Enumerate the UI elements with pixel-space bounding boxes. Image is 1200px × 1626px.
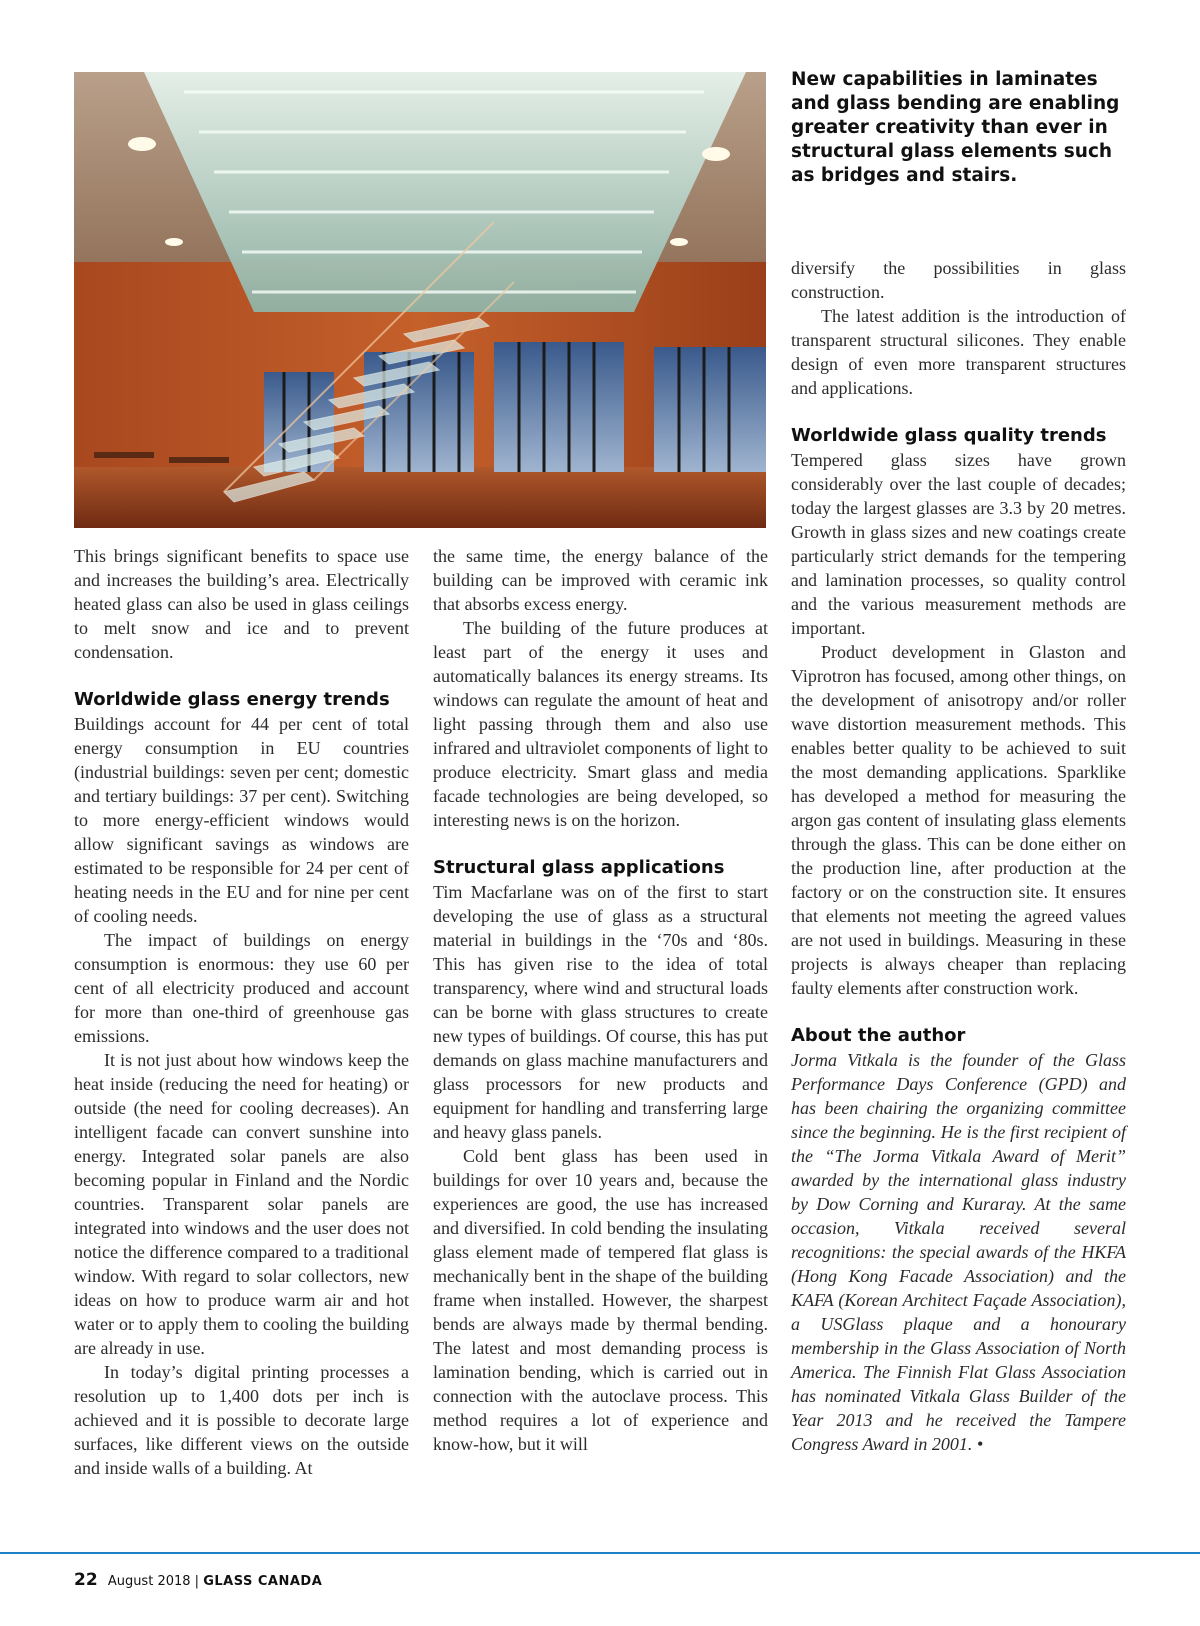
paragraph: The building of the future produces at least part of the energy it uses and automatically balances its energy streams. Its windows can regulate the amount of heat and light passing through them and also use infrared and ultraviolet components of light to produce electricity. Smart glass and media facade technologies are being developed, so interesting news is on the horizon. [433,618,768,830]
paragraph: It is not just about how windows keep the heat inside (reducing the need for heating) or outside (the need for cooling decreases). An intelligent facade can convert sunshine into energy. Integrated solar panels are also becoming popular in Finland and the Nordic countries. Transparent solar panels are integrated into windows and the user does not notice the difference compared to a traditional window. With regard to solar collectors, new ideas on how to produce warm air and hot water or to apply them to cooling the building are already in use. [74,1050,409,1358]
paragraph: the same time, the energy balance of the building can be improved with ceramic ink that absorbs excess energy. [433,546,768,614]
issue-date: August 2018 | [107,1574,200,1589]
paragraph: In today’s digital printing processes a resolution up to 1,400 dots per inch is achieved and it is possible to decorate large surfaces, like different views on the outside and inside walls of a building. At [74,1362,409,1478]
section-heading-quality-trends: Worldwide glass quality trends [791,425,1107,446]
article-column-1 [74,544,409,1480]
paragraph: Product development in Glaston and Viprotron has focused, among other things, on the development of anisotropy and/or roller wave distortion measurement methods. This enables better quality to be achieved to suit the most demanding applications. Sparklike has developed a method for measuring the argon gas content of insulating glass elements through the glass. This can be done either on the production line, after production at the factory or on the construction site. It ensures that elements not meeting the agreed values are not used in buildings. Measuring in these projects is always cheaper than replacing faulty elements after construction work. [791,642,1126,998]
paragraph: Cold bent glass has been used in buildings for over 10 years and, because the experiences are good, the use has increased and diversified. In cold bending the insulating glass element made of tempered flat glass is mechanically bent in the shape of the building frame when installed. However, the sharpest bends are always made by thermal bending. The latest and most demanding process is lamination bending, which is carried out in connection with the autoclave process. This method requires a lot of experience and know-how, but it will [433,1146,768,1454]
article-column-2 [433,544,768,1456]
paragraph: diversify the possibilities in glass construction. [791,258,1126,302]
paragraph: The latest addition is the introduction of transparent structural silicones. They enable design of even more transparent structures and applications. [791,306,1126,398]
section-heading-structural-glass: Structural glass applications [433,857,725,878]
magazine-name: GLASS CANADA [203,1574,323,1589]
glass-staircase-photo [74,72,766,528]
paragraph: Tim Macfarlane was on of the first to start developing the use of glass as a structural material in buildings in the ‘70s and ‘80s. This has given rise to the idea of total transparency, where wind and structural loads can be borne with glass structures to create new types of buildings. Of course, this has put demands on glass machine manufacturers and glass processors for new products and equipment for handling and transferring large and heavy glass panels. [433,882,768,1142]
page-footer [74,1570,322,1590]
paragraph: Tempered glass sizes have grown considerably over the last couple of decades; today the largest glasses are 3.3 by 20 metres. Growth in glass sizes and new coatings create particularly strict demands for the tempering and lamination processes, so quality control and the various measurement methods are important. [791,450,1126,638]
photo-caption: New capabilities in laminates and glass bending are enabling greater creativity than ever in structural glass elements such as bridges and stairs. [791,69,1120,186]
section-heading-energy-trends: Worldwide glass energy trends [74,689,390,710]
author-bio: Jorma Vitkala is the founder of the Glass Performance Days Conference (GPD) and has been chairing the organizing committee since the beginning. He is the first recipient of the “The Jorma Vitkala Award of Merit” awarded by the international glass industry by Dow Corning and Kuraray. At the same occasion, Vitkala received several recognitions: the special awards of the HKFA (Hong Kong Facade Association) and the KAFA (Korean Architect Façade Association), a USGlass plaque and a honourary membership in the Glass Association of North America. The Finnish Flat Glass Association has nominated Vitkala Glass Builder of the Year 2013 and he received the Tampere Congress Award in 2001. • [791,1050,1126,1454]
article-column-3 [791,256,1126,1456]
section-heading-about-author: About the author [791,1025,966,1046]
paragraph: This brings significant benefits to space use and increases the building’s area. Electrically heated glass can also be used in glass ceilings to melt snow and ice and to prevent condensation. [74,546,409,662]
page-number: 22 [74,1570,98,1590]
paragraph: Buildings account for 44 per cent of total energy consumption in EU countries (industrial buildings: seven per cent; domestic and tertiary buildings: 37 per cent). Switching to more energy-efficient windows would allow significant savings as windows are estimated to be responsible for 24 per cent of heating needs in the EU and for nine per cent of cooling needs. [74,714,409,926]
paragraph: The impact of buildings on energy consumption is enormous: they use 60 per cent of all electricity produced and account for more than one-third of greenhouse gas emissions. [74,930,409,1046]
footer-rule [0,1552,1200,1554]
